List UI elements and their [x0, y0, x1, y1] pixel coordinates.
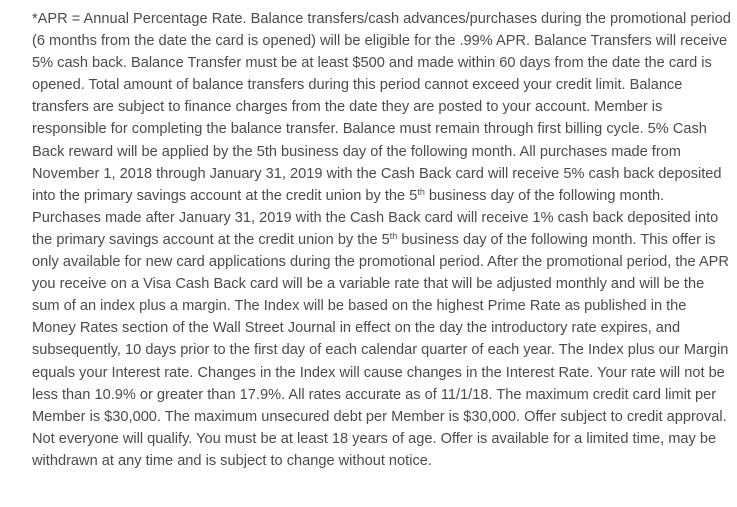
ordinal-suffix: th — [417, 186, 425, 197]
disclosure-rest-text: business day of the following month. This offer is only available for new card applications during the promotional period. After the promotional period, the APR you receive on a Visa Cash Back card will be a variable rate that will be adjusted monthly and will be the sum of an index plus a margin. The Index will be based on the highest Prime Rate as published in the Money Rates section of the Wall Street Journal in effect on the day the introductory rate expires, and subsequently, 10 days prior to the first day of each calendar quarter of each year. The Index plus our Margin equals your Interest rate. Changes in the Index will cause changes in the Interest Rate. Your rate will not be less than 10.9% or greater than 17.9%. All rates accurate as of 11/1/18. The maximum credit card limit per Member is $30,000. The maximum unsecured debt per Member is $30,000. Offer subject to credit approval. Not everyone will qualify. You must be at least 18 years of age. Offer is available for a limited time, may be withdrawn at any time and is subject to change without notice. — [32, 231, 729, 469]
apr-disclosure-paragraph — [32, 8, 734, 472]
disclosure-middle-text: business day of the following month. Purchases made after January 31, 2019 with the Cash Back card will receive 1% cash back deposited into the primary savings account at the credit union by the 5 — [32, 187, 719, 248]
disclosure-intro-text: *APR = Annual Percentage Rate. Balance transfers/cash advances/purchases during the promotional period (6 months from the date the card is opened) will be eligible for the .99% APR. Balance Transfers will receive 5% cash back. Balance Transfer must be at least $500 and made within 60 days from the date the card is opened. Total amount of balance transfers during this period cannot exceed your credit limit. Balance transfers are subject to finance charges from the date they are posted to your account. Member is responsible for completing the balance transfer. Balance must remain through first billing cycle. 5% Cash Back reward will be applied by the 5th business day of the following month. All purchases made from November 1, 2018 through January 31, 2019 with the Cash Back card will receive 5% cash back deposited into the primary savings account at the credit union by the 5 — [32, 11, 731, 204]
ordinal-suffix: th — [389, 230, 398, 241]
